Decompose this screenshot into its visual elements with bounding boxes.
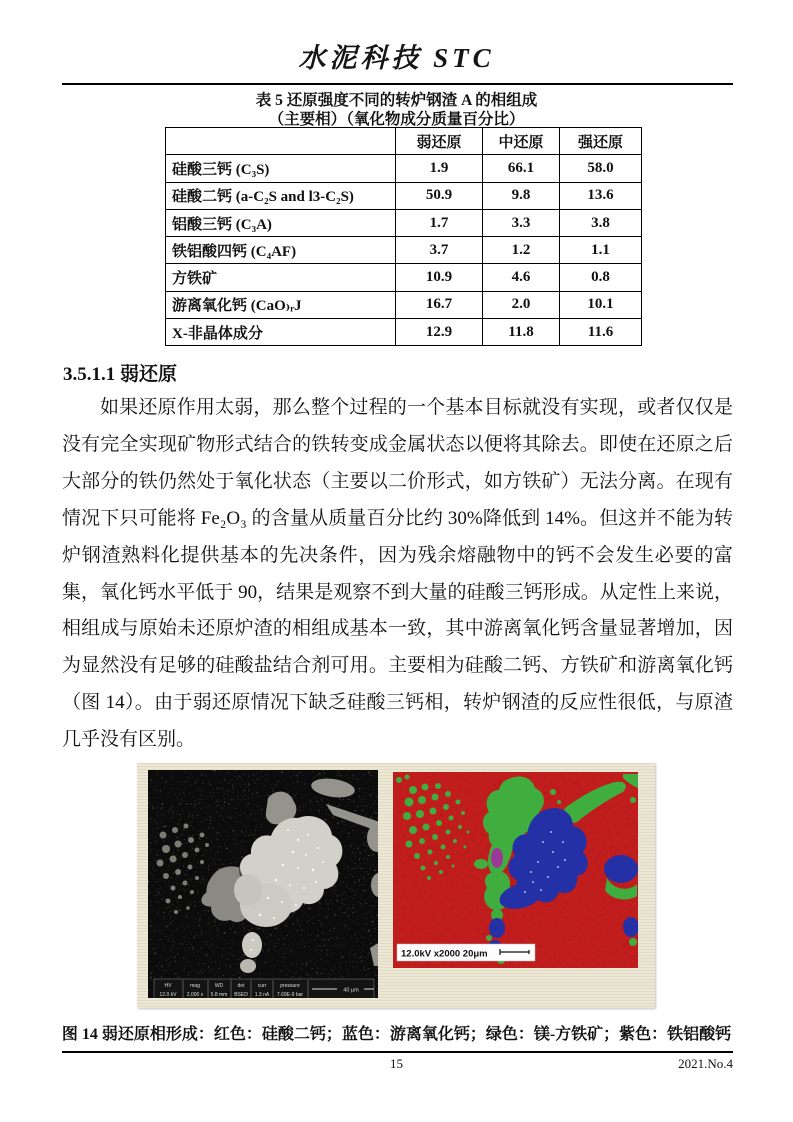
body-paragraph: 如果还原作用太弱，那么整个过程的一个基本目标就没有实现，或者仅仅是没有完全实现矿物形式结合的铁转变成金属状态以便将其除去。即使在还原之后大部分的铁仍然处于氧化状态（主要以二价形式，如方铁矿）无法分离。在现有情况下只可能将 Fe₂O₃ 的含量从质量百分比约 30%降低到 14%。但这并不能为转炉钢渣熟料化提供基本的先决条件，因为残余熔融物中的钙不会发生必要的富集，氧化钙水平低于 90，结果是观察不到大量的硅酸三钙形成。从定性上来说，相组成与原始未还原炉渣的相组成基本一致，其中游离氧化钙含量显著增加，因为显然没有足够的硅酸盐结合剂可用。主要相为硅酸二钙、方铁矿和游离氧化钙（图 14）。由于弱还原情况下缺乏硅酸三钙相，转炉钢渣的反应性很低，与原渣几乎没有区别。 (62, 397, 733, 751)
section-heading: 3.5.1.1 弱还原 (63, 364, 178, 385)
row-label: 硅酸三钙 (C₃S) (166, 155, 396, 182)
cell-value: 11.6 (560, 319, 642, 346)
table-row (166, 155, 642, 182)
cell-value: 3.3 (483, 209, 560, 236)
row-label: 铁铝酸四钙 (C₄AF) (166, 237, 396, 264)
issue-label: 2021.No.4 (678, 1056, 733, 1071)
sem-info-header: det (237, 983, 245, 989)
journal-title: 水泥科技 STC (298, 43, 495, 73)
cell-value: 1.7 (396, 209, 483, 236)
cell-value: 58.0 (560, 155, 642, 182)
cell-value: 12.9 (396, 319, 483, 346)
row-label: X-非晶体成分 (166, 319, 396, 346)
table-title-line2: （主要相）（氧化物成分质量百分比） (268, 111, 525, 128)
cell-value: 16.7 (396, 291, 483, 318)
table-row (166, 182, 642, 209)
cell-value: 9.8 (483, 182, 560, 209)
sem-info-header: WD (214, 983, 224, 989)
table-row (166, 209, 642, 236)
sem-info-value: BSED (234, 992, 248, 998)
sem-info-header: curr (257, 983, 267, 989)
column-header-strong: 强还原 (560, 128, 642, 155)
cell-value: 0.8 (560, 264, 642, 291)
page-number: 15 (390, 1056, 403, 1071)
row-label: 方铁矿 (166, 264, 396, 291)
row-label: 铝酸三钙 (C₃A) (166, 209, 396, 236)
sem-info-header: pressure (280, 983, 300, 989)
row-label: 游离氧化钙 (CaO₎ᵣJ (166, 291, 396, 318)
table-row (166, 291, 642, 318)
cell-value: 66.1 (483, 155, 560, 182)
sem-info-value: 2,000 x (186, 992, 204, 998)
column-header-weak: 弱还原 (396, 128, 483, 155)
table-corner-cell (166, 128, 396, 155)
sem-info-value: 1.3 nA (254, 992, 270, 998)
cell-value: 10.1 (560, 291, 642, 318)
cell-value: 3.7 (396, 237, 483, 264)
phase-map-label-bar (397, 944, 535, 961)
cell-value: 3.8 (560, 209, 642, 236)
sem-micrograph-image (148, 770, 378, 998)
phase-composition-table (165, 127, 642, 346)
sem-info-value: 5.8 mm (210, 992, 228, 998)
table-row (166, 237, 642, 264)
table-row (166, 319, 642, 346)
cell-value: 1.9 (396, 155, 483, 182)
figure-panel (137, 763, 655, 1008)
cell-value: 1.1 (560, 237, 642, 264)
row-label: 硅酸二钙 (a-C₂S and l3-C₂S) (166, 182, 396, 209)
table-title-line1: 表 5 还原强度不同的转炉钢渣 A 的相组成 (255, 92, 538, 109)
footer-divider (62, 1051, 733, 1053)
sem-scale-label: 40 μm (343, 987, 359, 994)
sem-info-value: 12.0 kV (159, 992, 177, 998)
phase-map-label: 12.0kV x2000 20μm (401, 948, 488, 960)
phase-purple-region (491, 848, 503, 868)
column-header-medium: 中还原 (483, 128, 560, 155)
cell-value: 2.0 (483, 291, 560, 318)
sem-info-value: 7.69E-9 bar (276, 992, 304, 998)
cell-value: 10.9 (396, 264, 483, 291)
cell-value: 11.8 (483, 319, 560, 346)
sem-info-bar (154, 979, 374, 998)
table-header-row (166, 128, 642, 155)
header-divider (62, 83, 733, 85)
cell-value: 1.2 (483, 237, 560, 264)
sem-info-header: HV (164, 983, 172, 989)
figure-caption: 图 14 弱还原相形成：红色：硅酸二钙；蓝色：游离氧化钙；绿色：镁-方铁矿；紫色：铁铝酸钙 (61, 1026, 732, 1043)
cell-value: 13.6 (560, 182, 642, 209)
cell-value: 4.6 (483, 264, 560, 291)
sem-info-header: mag (190, 983, 200, 989)
cell-value: 50.9 (396, 182, 483, 209)
table-row (166, 264, 642, 291)
phase-map-image (393, 772, 638, 968)
